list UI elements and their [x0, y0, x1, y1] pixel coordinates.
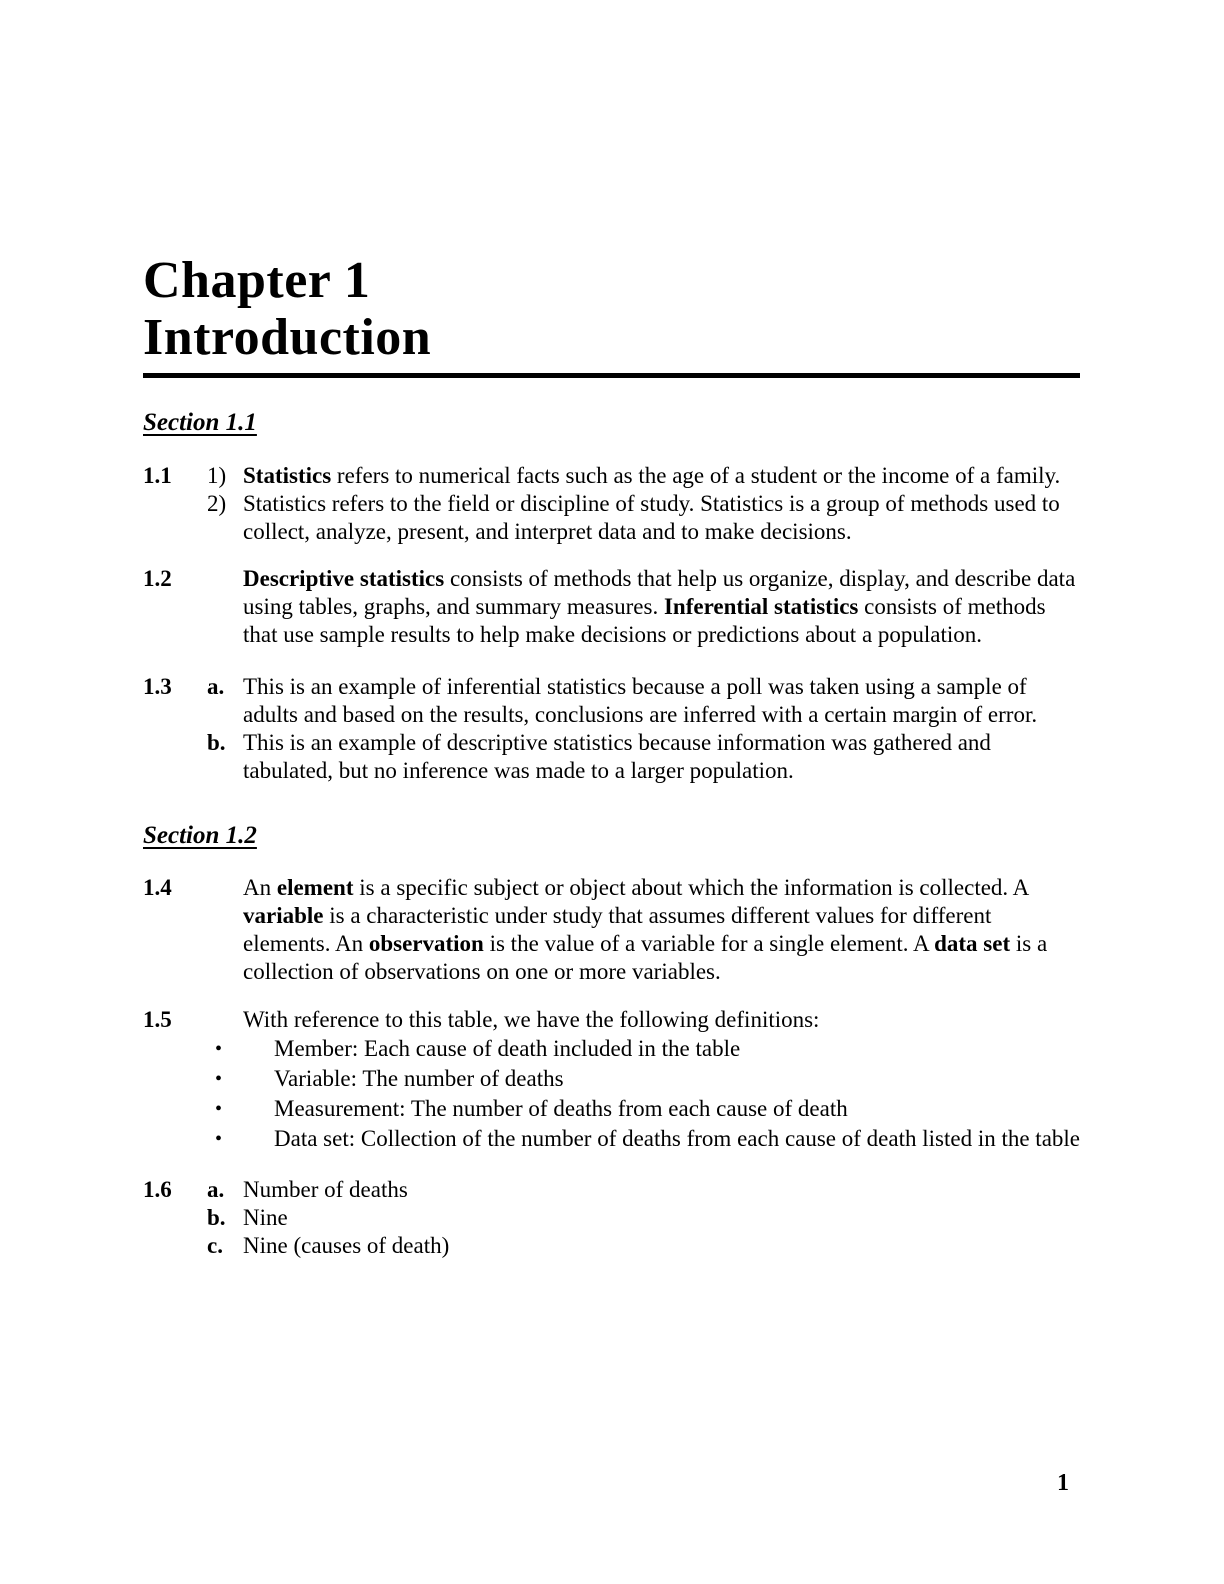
section-heading-1-1: Section 1.1 — [143, 409, 257, 436]
problem-body — [207, 1176, 1080, 1260]
list-item-text: Statistics refers to the field or discipline of study. Statistics is a group of methods used to collect, analyze, present, and interpret data and to make decisions. — [243, 491, 1060, 544]
page-number: 1 — [1057, 1470, 1069, 1496]
list-item — [207, 462, 1080, 490]
problem-number: 1.1 — [143, 463, 172, 488]
problem-number: 1.6 — [143, 1177, 172, 1202]
problem-number: 1.2 — [143, 566, 172, 591]
problem-number: 1.3 — [143, 674, 172, 699]
problem-body — [207, 1006, 1080, 1154]
answer-part-c — [207, 1232, 1080, 1260]
problem-1-1 — [143, 462, 1080, 546]
list-item-text: Statistics refers to numerical facts such as the age of a student or the income of a family. — [243, 463, 1061, 488]
part-text: This is an example of descriptive statistics because information was gathered and tabulated, but no inference was made to a larger population. — [243, 730, 991, 783]
answer-part-b — [207, 729, 1080, 785]
bullet-text: Variable: The number of deaths — [274, 1066, 564, 1091]
bullet-text: Data set: Collection of the number of deaths from each cause of death listed in the table — [274, 1126, 1080, 1151]
bullet-icon: • — [215, 1098, 223, 1120]
answer-part-a — [207, 673, 1080, 729]
list-marker: 1) — [207, 463, 227, 488]
bullet-icon: • — [215, 1038, 223, 1060]
part-marker: a. — [207, 1177, 225, 1202]
list-item — [207, 490, 1080, 546]
problem-1-3 — [143, 673, 1080, 785]
chapter-title: Introduction — [143, 309, 432, 366]
problem-1-5 — [143, 1006, 1080, 1154]
problem-body — [207, 462, 1080, 546]
problem-body — [207, 874, 1080, 986]
problem-body — [207, 673, 1080, 785]
list-marker: 2) — [207, 491, 227, 516]
bullet-item — [207, 1124, 1080, 1154]
part-text: Number of deaths — [243, 1177, 408, 1202]
problem-number: 1.4 — [143, 875, 172, 900]
part-marker: a. — [207, 674, 225, 699]
section-heading-1-2: Section 1.2 — [143, 822, 257, 849]
part-marker: b. — [207, 1205, 226, 1230]
part-text: Nine — [243, 1205, 288, 1230]
page-content — [143, 0, 1080, 1260]
bullet-text: Member: Each cause of death included in the table — [274, 1036, 741, 1061]
problem-1-6 — [143, 1176, 1080, 1260]
problem-1-4 — [143, 874, 1080, 986]
problem-body — [207, 565, 1080, 649]
bullet-item — [207, 1094, 1080, 1124]
bullet-item — [207, 1064, 1080, 1094]
answer-part-a — [207, 1176, 1080, 1204]
part-marker: c. — [207, 1233, 223, 1258]
chapter-label: Chapter 1 — [143, 252, 371, 309]
bullet-item — [207, 1034, 1080, 1064]
chapter-heading — [143, 252, 1080, 378]
answer-paragraph: An element is a specific subject or object about which the information is collected. A variable is a characteristic under study that assumes different values for different elements. An observation is the value of a variable for a single element. A data set is a collection of observations on one or more variables. — [243, 875, 1048, 984]
answer-paragraph: Descriptive statistics consists of methods that help us organize, display, and describe data using tables, graphs, and summary measures. Inferential statistics consists of methods that use sample results to help make decisions or predictions about a population. — [243, 566, 1076, 647]
part-text: Nine (causes of death) — [243, 1233, 450, 1258]
answer-part-b — [207, 1204, 1080, 1232]
bullet-icon: • — [215, 1128, 223, 1150]
bullet-text: Measurement: The number of deaths from each cause of death — [274, 1096, 848, 1121]
problem-1-2 — [143, 565, 1080, 649]
part-marker: b. — [207, 730, 226, 755]
problem-number: 1.5 — [143, 1007, 172, 1032]
answer-intro: With reference to this table, we have the following definitions: — [243, 1007, 820, 1032]
bullet-icon: • — [215, 1068, 223, 1090]
part-text: This is an example of inferential statistics because a poll was taken using a sample of adults and based on the results, conclusions are inferred with a certain margin of error. — [243, 674, 1038, 727]
